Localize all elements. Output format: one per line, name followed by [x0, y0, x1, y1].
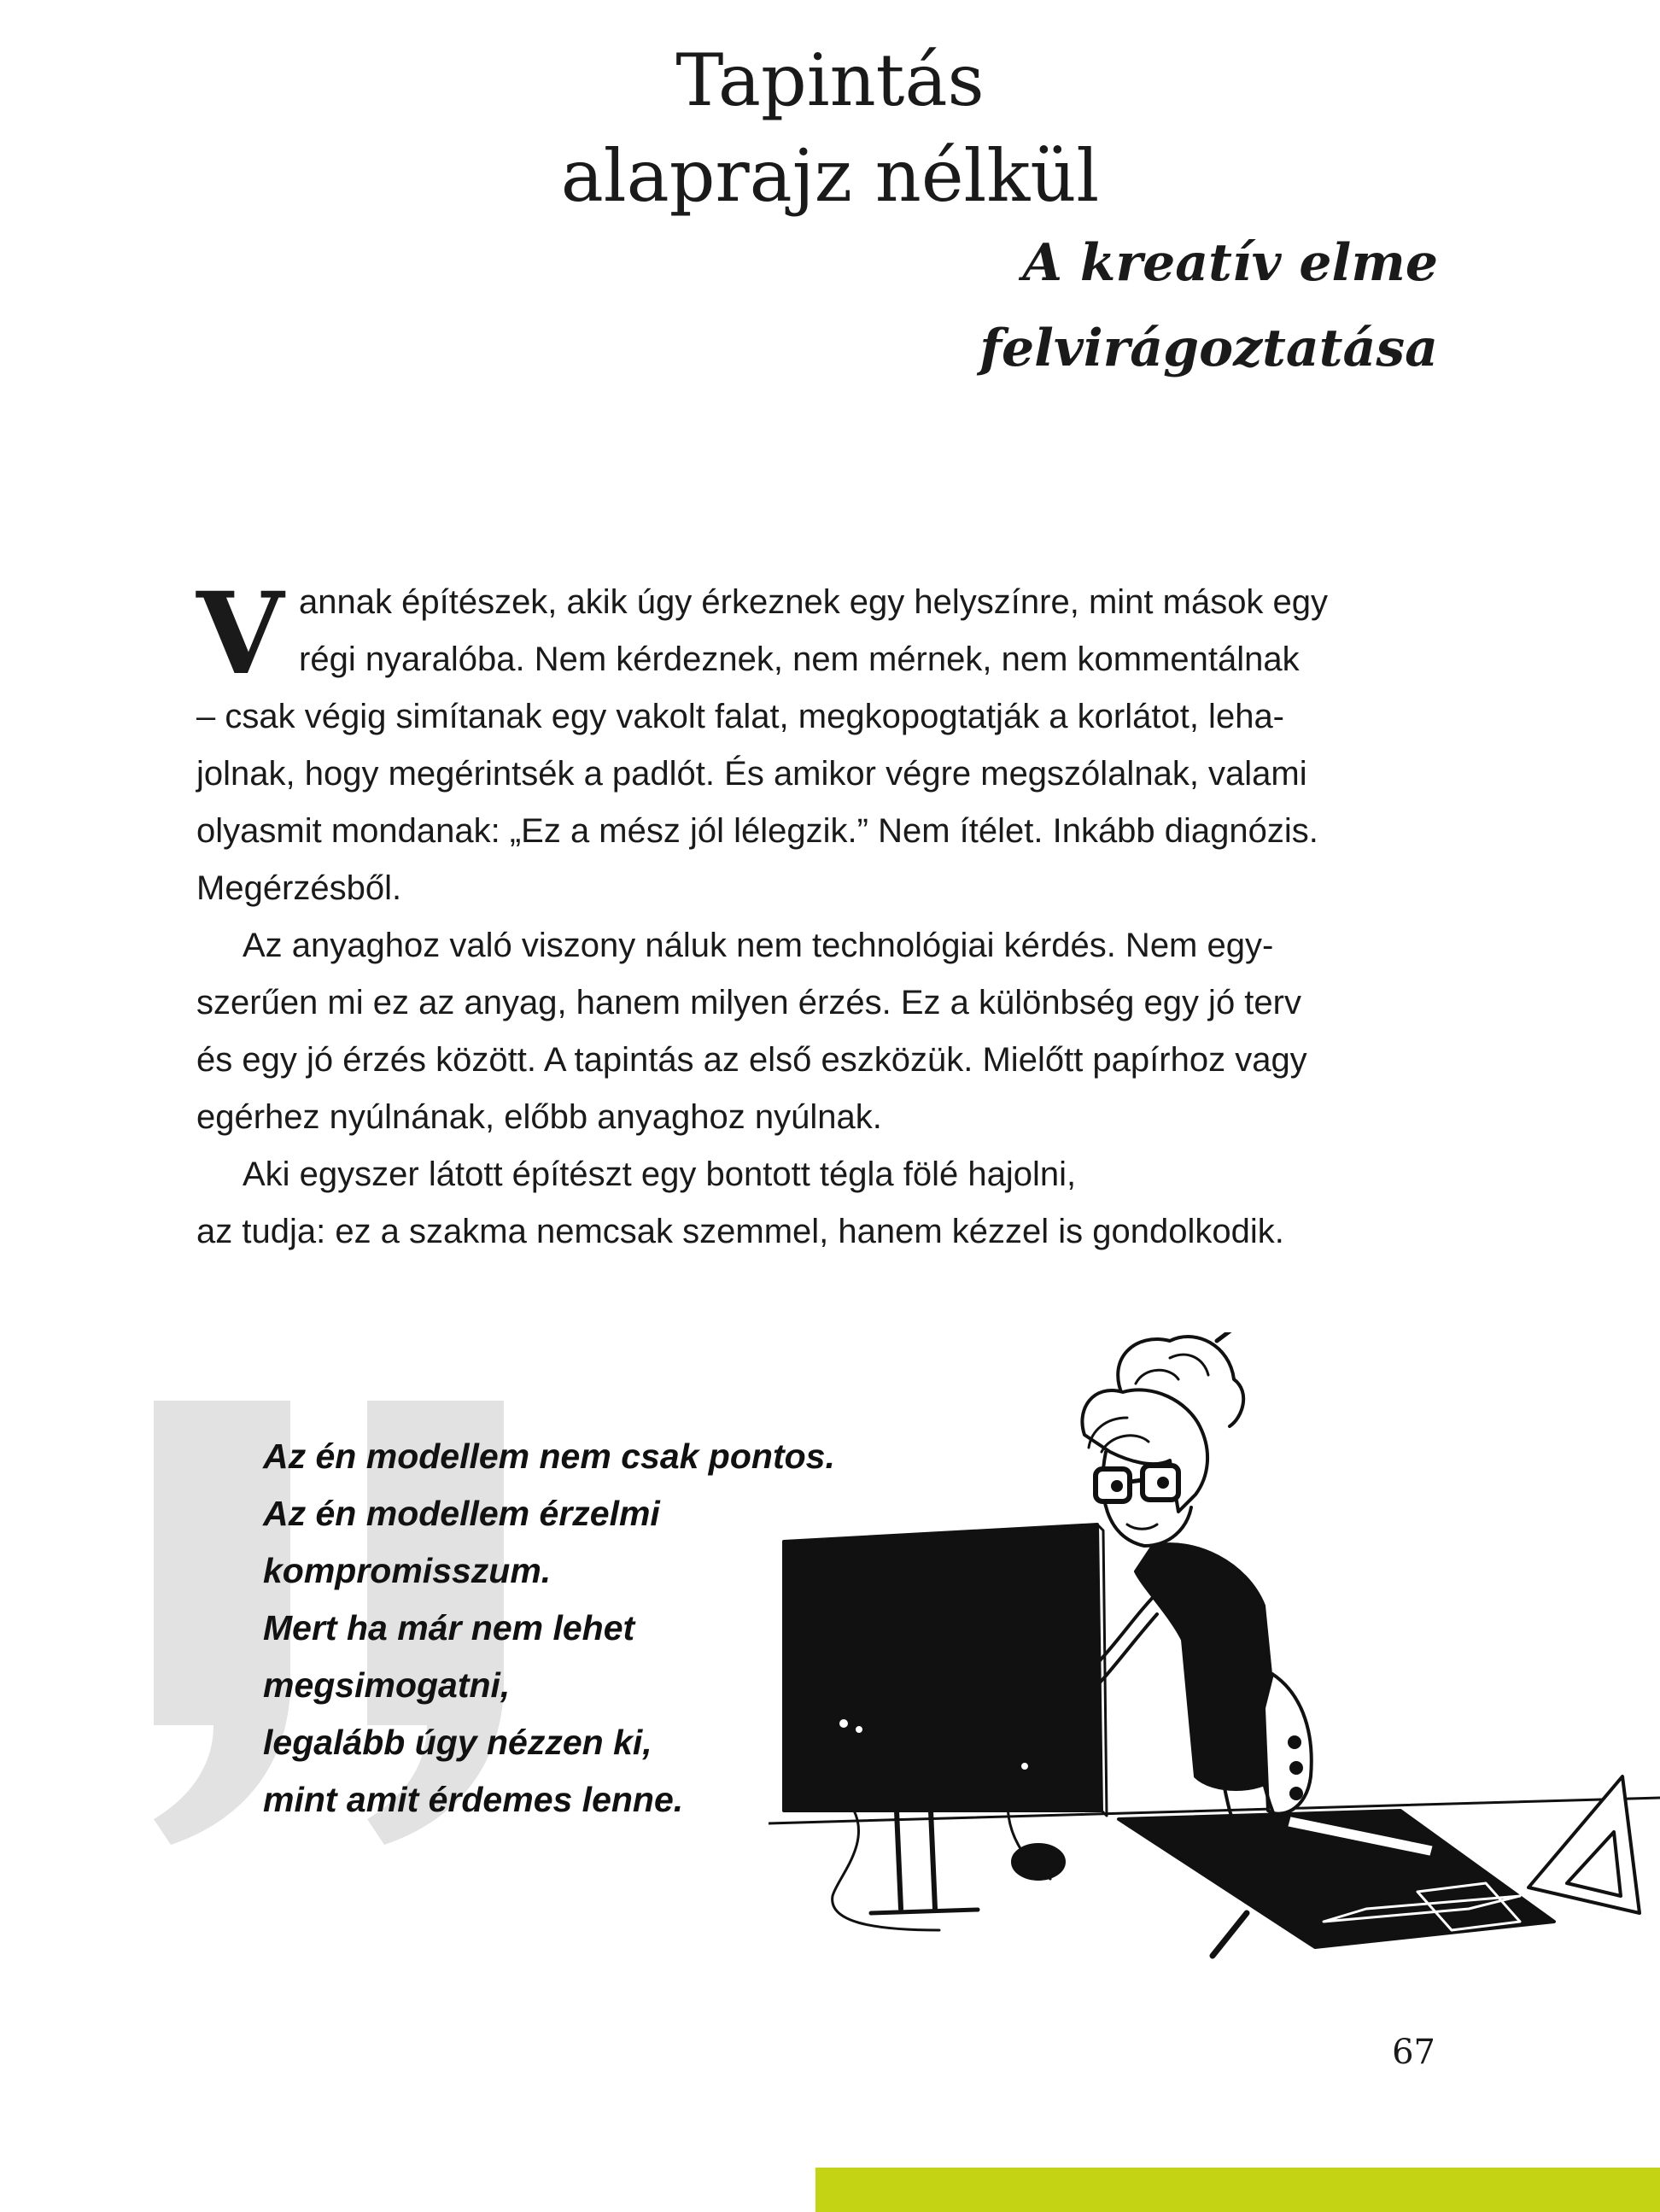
body-line: jolnak, hogy megérintsék a padlót. És amikor végre megszólalnak, valami	[196, 755, 1307, 793]
body-line: és egy jó érzés között. A tapintás az első eszközük. Mielőtt papírhoz vagy	[196, 1041, 1307, 1079]
body-line: egérhez nyúlnának, előbb anyaghoz nyúlnak.	[196, 1098, 882, 1136]
body-line: Aki egyszer látott építészt egy bontott tégla fölé hajolni,	[243, 1156, 1077, 1193]
pull-quote-line: Az én modellem nem csak pontos.	[263, 1437, 835, 1476]
body-line: Megérzésből.	[196, 869, 402, 907]
chapter-subtitle	[979, 220, 1438, 391]
pull-quote-line: legalább úgy nézzen ki,	[263, 1723, 652, 1762]
body-line: – csak végig simítanak egy vakolt falat, megkopogtatják a korlátot, leha-	[196, 698, 1285, 735]
paragraph-3	[196, 1146, 1443, 1261]
paragraph-1	[196, 568, 1443, 917]
woman-at-computer-illustration	[769, 1332, 1660, 1981]
body-line: régi nyaralóba. Nem kérdeznek, nem mérnek, nem kommentálnak	[299, 641, 1300, 678]
pull-quote	[263, 1428, 835, 1829]
pull-quote-line: Mert ha már nem lehet	[263, 1608, 635, 1647]
page-number: 67	[1392, 2033, 1435, 2072]
body-line: Az anyaghoz való viszony náluk nem technológiai kérdés. Nem egy-	[243, 927, 1274, 964]
paragraph-2	[196, 917, 1443, 1146]
chapter-title	[0, 32, 1660, 224]
pull-quote-line: mint amit érdemes lenne.	[263, 1780, 684, 1819]
body-text	[196, 568, 1443, 1261]
accent-bar	[815, 2168, 1660, 2212]
glasses-icon	[1096, 1466, 1178, 1501]
chapter-subtitle-line-2: felvirágoztatása	[979, 319, 1438, 378]
chapter-subtitle-line-1: A kreatív elme	[1022, 233, 1438, 293]
drop-cap: V	[196, 568, 284, 700]
body-line: annak építészek, akik úgy érkeznek egy helyszínre, mint mások egy	[299, 583, 1329, 621]
pull-quote-line: kompromisszum.	[263, 1551, 552, 1590]
chapter-title-line-2: alaprajz nélkül	[560, 134, 1100, 218]
set-square-icon	[1528, 1776, 1640, 1913]
body-line: az tudja: ez a szakma nemcsak szemmel, hanem kézzel is gondolkodik.	[196, 1213, 1284, 1250]
chapter-title-line-1: Tapintás	[675, 38, 985, 122]
body-line: olyasmit mondanak: „Ez a mész jól lélegzik.” Nem ítélet. Inkább diagnózis.	[196, 812, 1318, 850]
body-line: szerűen mi ez az anyag, hanem milyen érzés. Ez a különbség egy jó terv	[196, 984, 1301, 1021]
pull-quote-line: megsimogatni,	[263, 1665, 511, 1705]
pull-quote-line: Az én modellem érzelmi	[263, 1494, 660, 1533]
